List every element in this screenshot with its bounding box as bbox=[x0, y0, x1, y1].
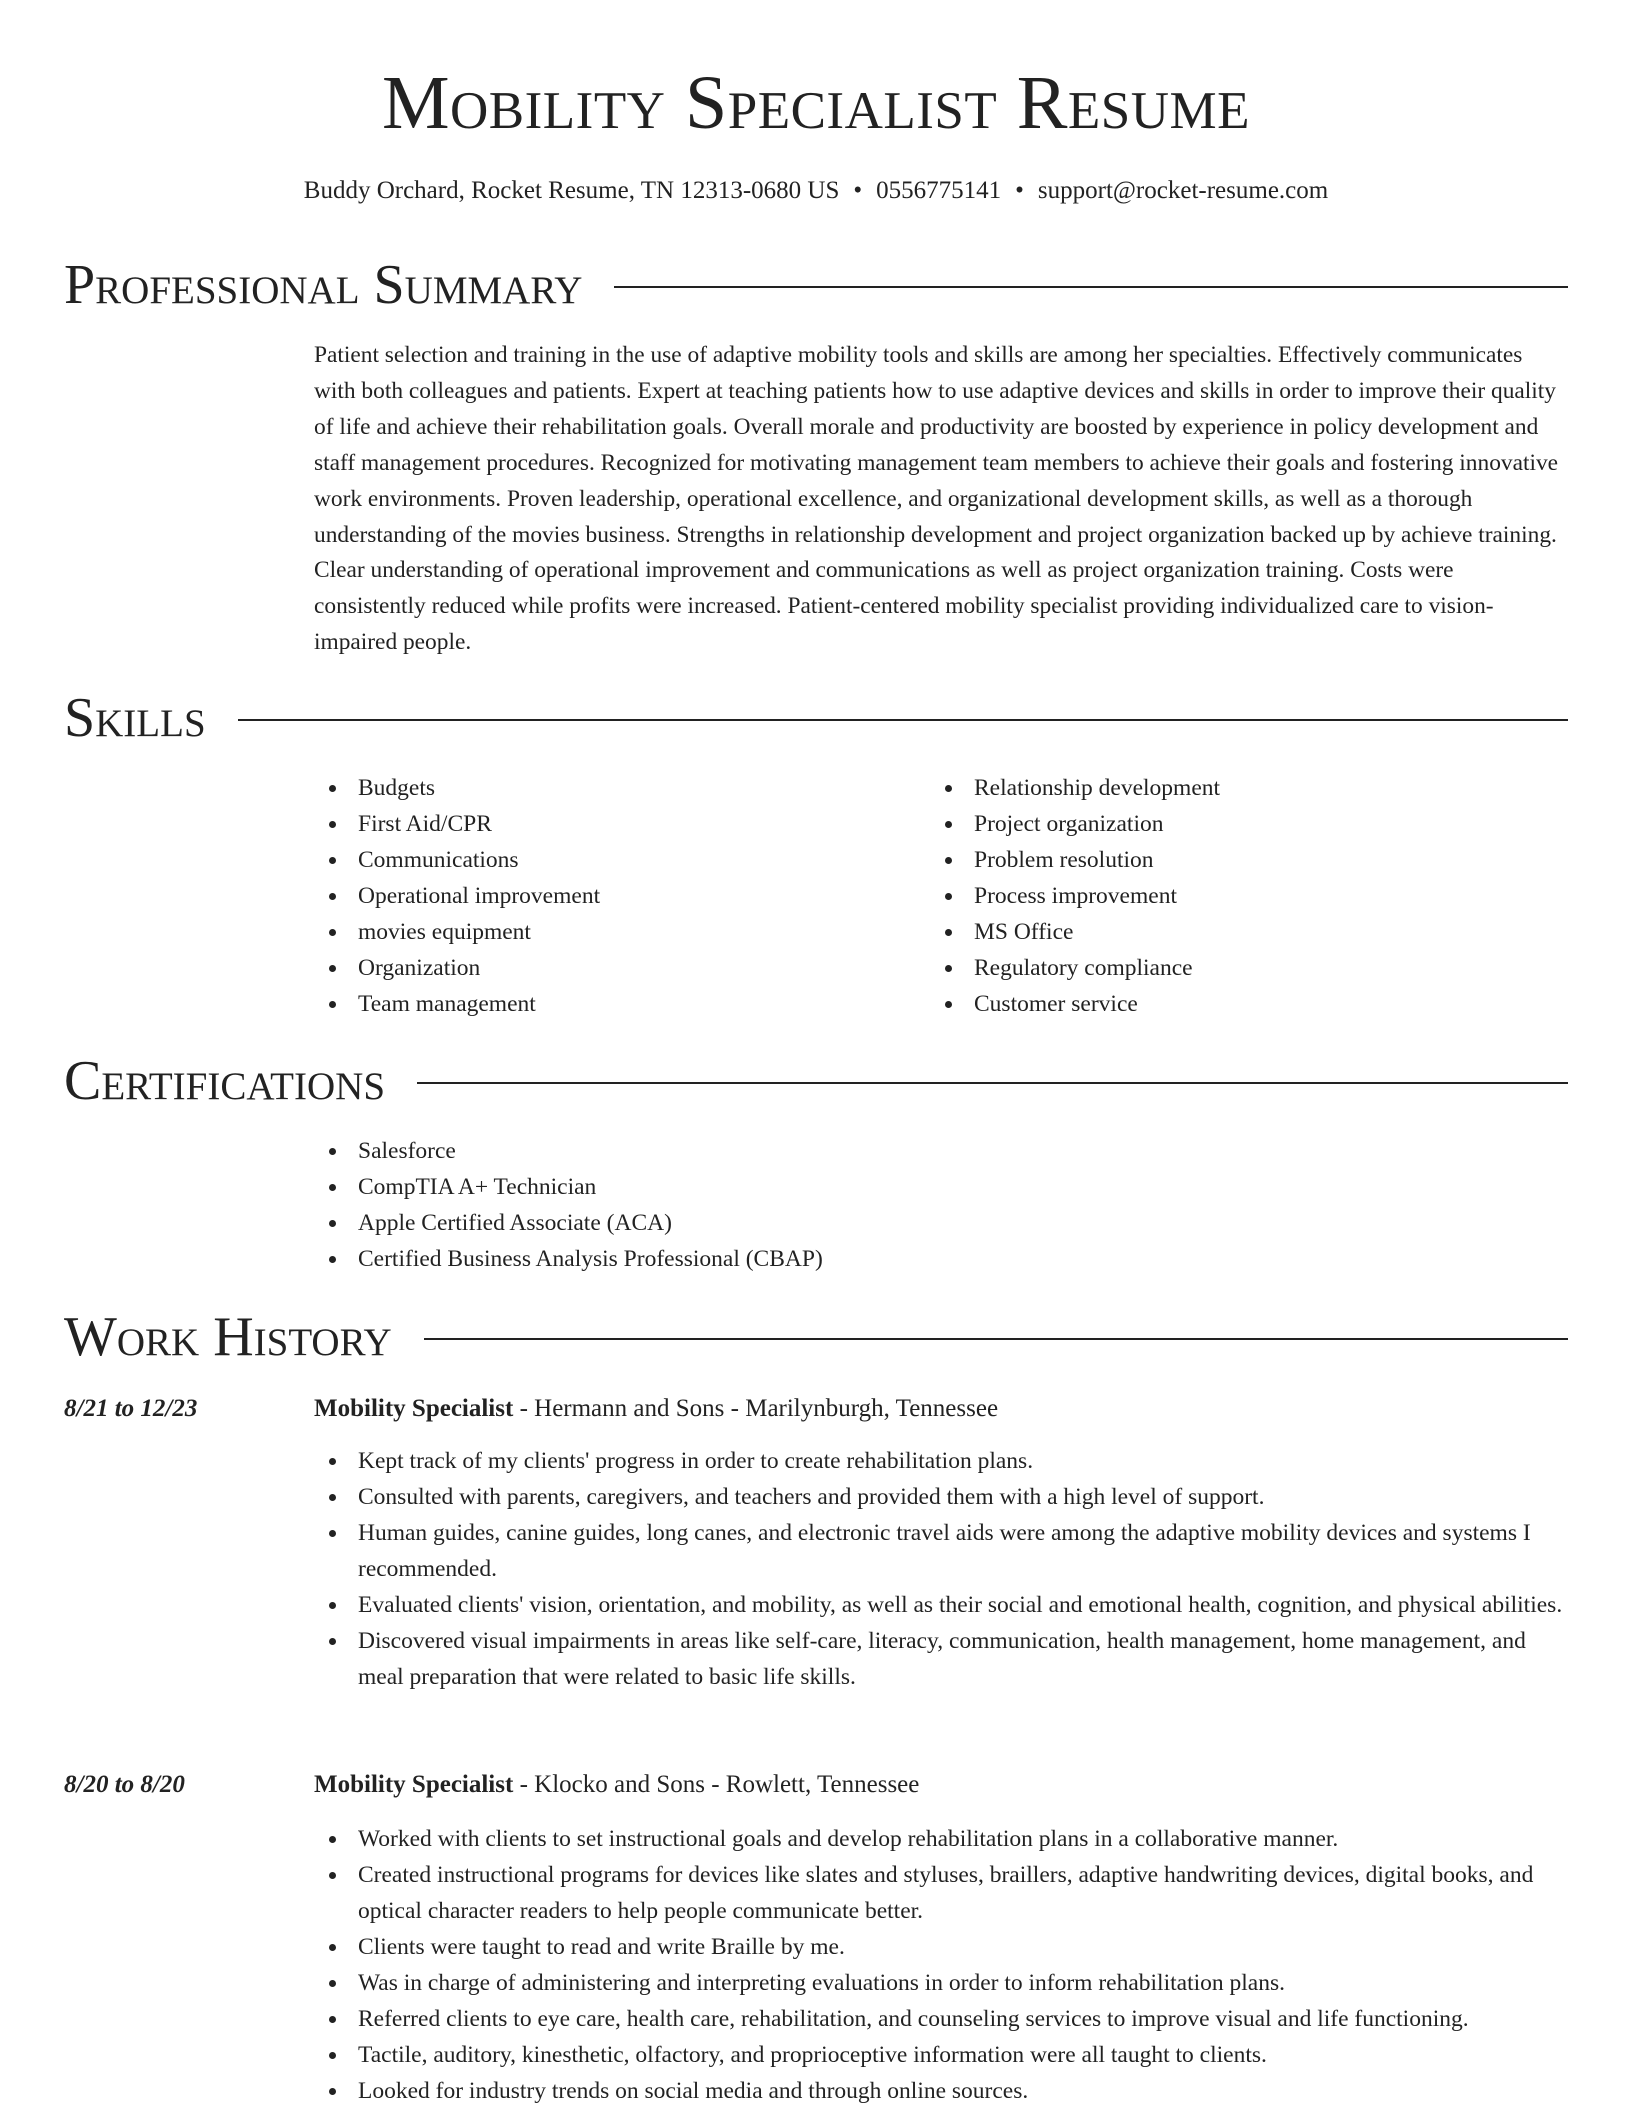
job-title: Mobility Specialist bbox=[314, 1771, 514, 1798]
skills-heading: Skills bbox=[64, 687, 206, 749]
skill-item: Customer service bbox=[930, 986, 1530, 1022]
skills-list-right bbox=[930, 770, 1530, 1022]
skill-item: Operational improvement bbox=[314, 878, 914, 914]
job-duties-list bbox=[314, 1443, 1566, 1695]
certification-item: Certified Business Analysis Professional (CBAP) bbox=[314, 1241, 1566, 1277]
work-history-section-header bbox=[64, 1307, 1568, 1367]
certification-item: Apple Certified Associate (ACA) bbox=[314, 1205, 1566, 1241]
summary-heading: Professional Summary bbox=[64, 254, 583, 316]
certifications-list bbox=[314, 1133, 1566, 1277]
skill-item: Process improvement bbox=[930, 878, 1530, 914]
contact-address: Buddy Orchard, Rocket Resume, TN 12313-0680 US bbox=[303, 177, 840, 204]
job-duty-item: Human guides, canine guides, long canes, and electronic travel aids were among the adaptive mobility devices and systems I recommended. bbox=[314, 1515, 1566, 1587]
skill-item: MS Office bbox=[930, 914, 1530, 950]
section-divider bbox=[614, 286, 1568, 288]
certifications-section-header bbox=[64, 1051, 1568, 1111]
skill-item: Budgets bbox=[314, 770, 914, 806]
skill-item: movies equipment bbox=[314, 914, 914, 950]
certifications-heading: Certifications bbox=[64, 1050, 386, 1112]
job-dates: 8/20 to 8/20 bbox=[64, 1771, 185, 1798]
section-divider bbox=[238, 719, 1568, 721]
skill-item: Problem resolution bbox=[930, 842, 1530, 878]
job-duty-item: Looked for industry trends on social media and through online sources. bbox=[314, 2073, 1566, 2109]
job-duties-list bbox=[314, 1821, 1566, 2109]
job-duty-item: Was in charge of administering and interpreting evaluations in order to inform rehabilitation plans. bbox=[314, 1965, 1566, 2001]
job-duty-item: Discovered visual impairments in areas like self-care, literacy, communication, health management, home management, and meal preparation that were related to basic life skills. bbox=[314, 1623, 1566, 1695]
contact-separator: • bbox=[853, 177, 863, 204]
contact-email: support@rocket-resume.com bbox=[1037, 177, 1329, 204]
job-duty-item: Created instructional programs for devices like slates and styluses, braillers, adaptive handwriting devices, digital books, and optical character readers to help people communicate better. bbox=[314, 1857, 1566, 1929]
work-history-heading: Work History bbox=[64, 1306, 392, 1368]
job-duty-item: Evaluated clients' vision, orientation, and mobility, as well as their social and emotional health, cognition, and physical abilities. bbox=[314, 1587, 1566, 1623]
job-duty-item: Kept track of my clients' progress in order to create rehabilitation plans. bbox=[314, 1443, 1566, 1479]
certification-item: CompTIA A+ Technician bbox=[314, 1169, 1566, 1205]
skill-item: Project organization bbox=[930, 806, 1530, 842]
job-duty-item: Worked with clients to set instructional goals and develop rehabilitation plans in a collaborative manner. bbox=[314, 1821, 1566, 1857]
skill-item: Regulatory compliance bbox=[930, 950, 1530, 986]
summary-section-header bbox=[64, 255, 1568, 315]
contact-line bbox=[0, 174, 1632, 208]
job-duty-item: Clients were taught to read and write Braille by me. bbox=[314, 1929, 1566, 1965]
contact-phone: 0556775141 bbox=[876, 177, 1002, 204]
job-duty-item: Tactile, auditory, kinesthetic, olfactory, and proprioceptive information were all taught to clients. bbox=[314, 2037, 1566, 2073]
job-title: Mobility Specialist bbox=[314, 1395, 514, 1422]
skills-list-left bbox=[314, 770, 914, 1022]
job-heading bbox=[314, 1768, 919, 1802]
section-divider bbox=[424, 1338, 1568, 1340]
page-title: Mobility Specialist Resume bbox=[381, 61, 1251, 145]
certification-item: Salesforce bbox=[314, 1133, 1566, 1169]
skill-item: Team management bbox=[314, 986, 914, 1022]
job-dates: 8/21 to 12/23 bbox=[64, 1395, 198, 1422]
skill-item: Organization bbox=[314, 950, 914, 986]
section-divider bbox=[417, 1082, 1568, 1084]
skill-item: Communications bbox=[314, 842, 914, 878]
skill-item: First Aid/CPR bbox=[314, 806, 914, 842]
job-employer: - Hermann and Sons - Marilynburgh, Tennessee bbox=[513, 1395, 999, 1422]
contact-separator: • bbox=[1015, 177, 1024, 204]
skills-section-header bbox=[64, 688, 1568, 748]
summary-text: Patient selection and training in the use of adaptive mobility tools and skills are among her specialties. Effectively communicates with both colleagues and patients. Expert at teaching patients how to use adaptive devices and skills in order to improve their quality of life and achieve their rehabilitation goals. Overall morale and productivity are boosted by experience in policy development and staff management procedures. Recognized for motivating management team members to achieve their goals and fostering innovative work environments. Proven leadership, operational excellence, and organizational development skills, as well as a thorough understanding of the movies business. Strengths in relationship development and project organization backed up by achieve training. Clear understanding of operational improvement and communications as well as project organization training. Costs were consistently reduced while profits were increased. Patient-centered mobility specialist providing individualized care to vision-impaired people. bbox=[314, 342, 1559, 656]
job-employer: - Klocko and Sons - Rowlett, Tennessee bbox=[513, 1771, 920, 1798]
job-heading bbox=[314, 1392, 998, 1426]
job-duty-item: Referred clients to eye care, health care, rehabilitation, and counseling services to improve visual and life functioning. bbox=[314, 2001, 1566, 2037]
skill-item: Relationship development bbox=[930, 770, 1530, 806]
job-duty-item: Consulted with parents, caregivers, and teachers and provided them with a high level of support. bbox=[314, 1479, 1566, 1515]
